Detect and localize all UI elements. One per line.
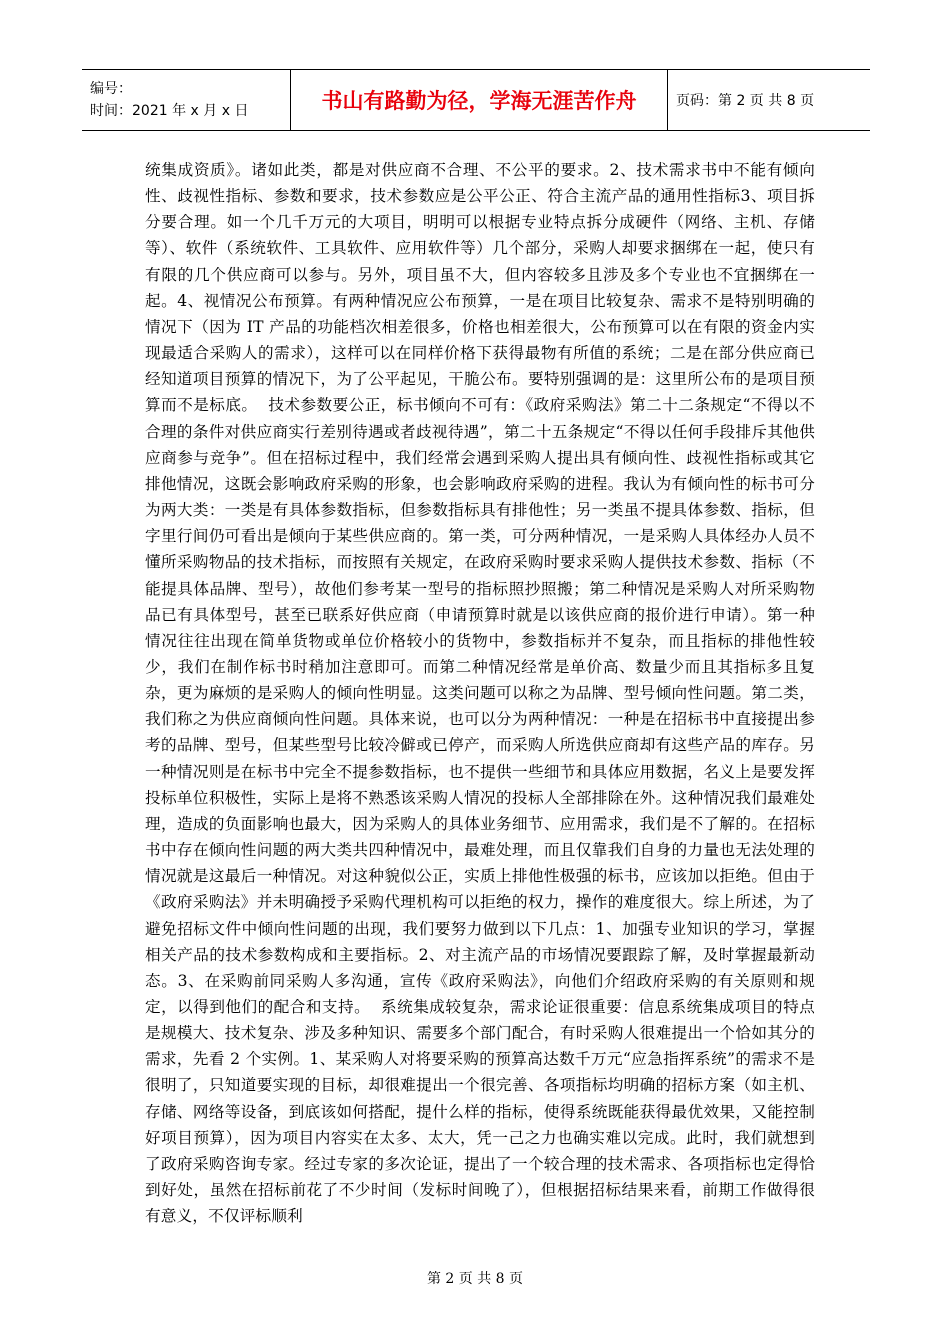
header-page-info: 页码：第 2 页 共 8 页 (668, 70, 871, 131)
time-label: 时间：2021 年 x 月 x 日 (90, 103, 249, 119)
header-meta (82, 70, 291, 131)
page-header (82, 69, 870, 131)
number-label: 编号： (90, 81, 132, 97)
body-paragraph: 统集成资质》。诸如此类，都是对供应商不合理、不公平的要求。2、技术需求书中不能有倾向性、歧视性指标、参数和要求，技术参数应是公平公正、符合主流产品的通用性指标3、项目拆分要合理。如一个几千万元的大项目，明明可以根据专业特点拆分成硬件（网络、主机、存储等）、软件（系统软件、工具软件、应用软件等）几个部分，采购人却要求捆绑在一起，使只有有限的几个供应商可以参与。另外，项目虽不大，但内容较多且涉及多个专业也不宜捆绑在一起。4、视情况公布预算。有两种情况应公布预算，一是在项目比较复杂、需求不是特别明确的情况下（因为 IT 产品的功能档次相差很多，价格也相差很大，公布预算可以在有限的资金内实现最适合采购人的需求），这样可以在同样价格下获得最物有所值的系统；二是在部分供应商已经知道项目预算的情况下，为了公平起见，干脆公布。要特别强调的是：这里所公布的是项目预算而不是标底。 技术参数要公正，标书倾向不可有：《政府采购法》第二十二条规定“不得以不合理的条件对供应商实行差别待遇或者歧视待遇”，第二十五条规定“不得以任何手段排斥其他供应商参与竞争”。但在招标过程中，我们经常会遇到采购人提出具有倾向性、歧视性指标或其它排他情况，这既会影响政府采购的形象，也会影响政府采购的进程。我认为有倾向性的标书可分为两大类：一类是有具体参数指标，但参数指标具有排他性；另一类虽不提具体参数、指标，但字里行间仍可看出是倾向于某些供应商的。第一类，可分两种情况，一是采购人具体经办人员不懂所采购物品的技术指标，而按照有关规定，在政府采购时要求采购人提供技术参数、指标（不能提具体品牌、型号），故他们参考某一型号的指标照抄照搬；第二种情况是采购人对所采购物品已有具体型号，甚至已联系好供应商（申请预算时就是以该供应商的报价进行申请）。第一种情况往往出现在简单货物或单位价格较小的货物中，参数指标并不复杂，而且指标的排他性较少，我们在制作标书时稍加注意即可。而第二种情况经常是单价高、数量少而且其指标多且复杂，更为麻烦的是采购人的倾向性明显。这类问题可以称之为品牌、型号倾向性问题。第二类，我们称之为供应商倾向性问题。具体来说，也可以分为两种情况：一种是在招标书中直接提出参考的品牌、型号，但某些型号比较冷僻或已停产，而采购人所选供应商却有这些产品的库存。另一种情况则是在标书中完全不提参数指标，也不提供一些细节和具体应用数据，名义上是要发挥投标单位积极性，实际上是将不熟悉该采购人情况的投标人全部排除在外。这种情况我们最难处理，造成的负面影响也最大，因为采购人的具体业务细节、应用需求，我们是不了解的。在招标书中存在倾向性问题的两大类共四种情况中，最难处理，而且仅靠我们自身的力量也无法处理的情况就是这最后一种情况。对这种貌似公正，实质上排他性极强的标书，应该加以拒绝。但由于《政府采购法》并未明确授予采购代理机构可以拒绝的权力，操作的难度很大。综上所述，为了避免招标文件中倾向性问题的出现，我们要努力做到以下几点：1、加强专业知识的学习，掌握相关产品的技术参数构成和主要指标。2、对主流产品的市场情况要跟踪了解，及时掌握最新动态。3、在采购前同采购人多沟通，宣传《政府采购法》，向他们介绍政府采购的有关原则和规定，以得到他们的配合和支持。 系统集成较复杂，需求论证很重要：信息系统集成项目的特点是规模大、技术复杂、涉及多种知识、需要多个部门配合，有时采购人很难提出一个恰如其分的需求，先看 2 个实例。1、某采购人对将要采购的预算高达数千万元“应急指挥系统”的需求不是很明了，只知道要实现的目标，却很难提出一个很完善、各项指标均明确的招标方案（如主机、存储、网络等设备，到底该如何搭配，提什么样的指标，使得系统既能获得最优效果，又能控制好项目预算），因为项目内容实在太多、太大，凭一己之力也确实难以完成。此时，我们就想到了政府采购咨询专家。经过专家的多次论证，提出了一个较合理的技术需求、各项指标也定得恰到好处，虽然在招标前花了不少时间（发标时间晚了），但根据招标结果来看，前期工作做得很有意义，不仅评标顺利 (145, 161, 815, 1226)
header-motto: 书山有路勤为径，学海无涯苦作舟 (291, 70, 668, 131)
page-footer: 第 2 页 共 8 页 (426, 1271, 524, 1287)
